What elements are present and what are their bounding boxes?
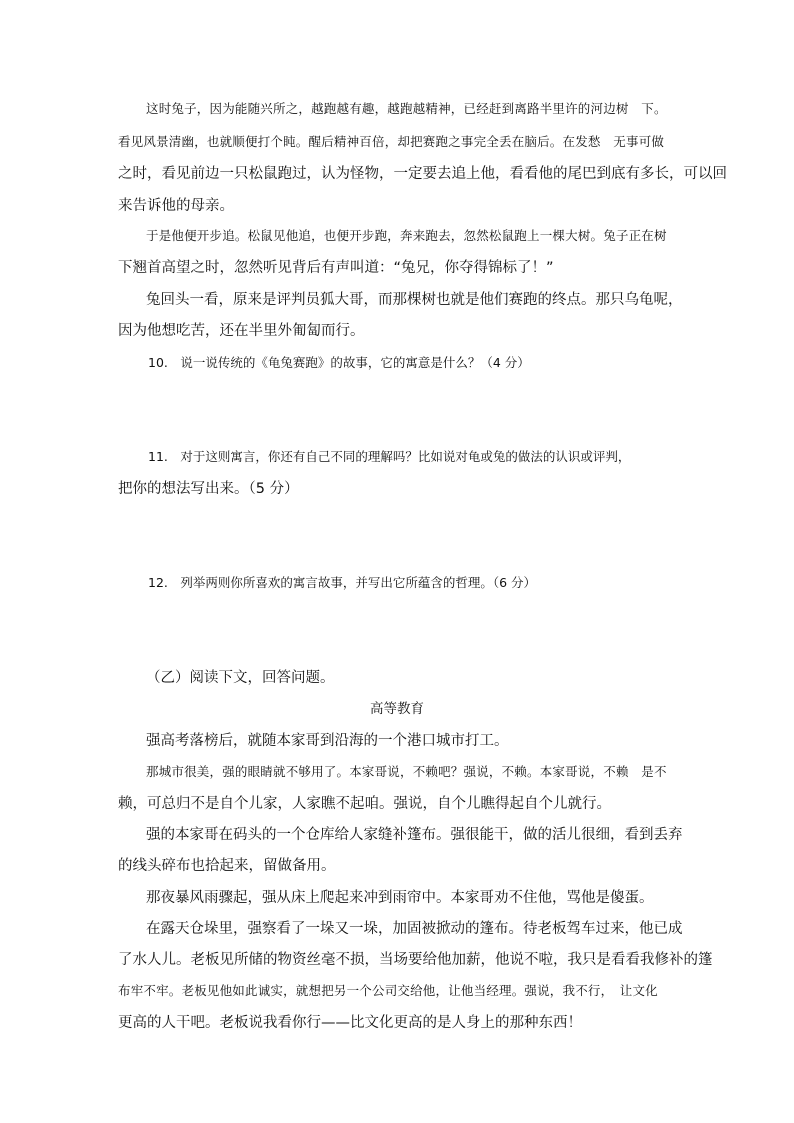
story-line-2: 那城市很美，强的眼睛就不够用了。本家哥说，不赖吧？强说，不赖。本家哥说，不赖 是不 [146, 764, 667, 779]
passage-a-line-7: 兔回头一看，原来是评判员狐大哥，而那棵树也就是他们赛跑的终点。那只乌龟呢， [146, 292, 683, 308]
question-10: 10. 说一说传统的《龟兔赛跑》的故事，它的寓意是什么？（4 分） [148, 355, 530, 370]
passage-a-line-6: 下翘首高望之时，忽然听见背后有声叫道：“兔兄，你夺得锦标了！” [118, 260, 554, 276]
question-11-line-1: 11. 对于这则寓言，你还有自己不同的理解吗？比如说对龟或兔的做法的认识或评判， [148, 449, 631, 464]
passage-a-line-2: 看见风景清幽，也就顺便打个盹。醒后精神百倍，却把赛跑之事完全丢在脑后。在发愁 无事可做 [118, 134, 665, 149]
passage-a-line-4: 来告诉他的母亲。 [118, 198, 234, 214]
passage-a-line-5: 于是他便开步追。松鼠见他追，也便开步跑，奔来跑去，忽然松鼠跑上一棵大树。兔子正在树 [146, 228, 667, 243]
passage-a-line-1: 这时兔子，因为能随兴所之，越跑越有趣，越跑越精神，已经赶到离路半里许的河边树 下。 [146, 101, 667, 116]
section-b-heading: （乙）阅读下文，回答问题。 [146, 670, 335, 686]
story-line-4: 强的本家哥在码头的一个仓库给人家缝补篷布。强很能干，做的活儿很细，看到丢弃 [146, 827, 683, 843]
story-line-6: 那夜暴风雨骤起，强从床上爬起来冲到雨帘中。本家哥劝不住他，骂他是傻蛋。 [146, 890, 654, 906]
story-line-3: 赖，可总归不是自个儿家，人家瞧不起咱。强说，自个儿瞧得起自个儿就行。 [118, 796, 611, 812]
story-line-9: 布牢不牢。老板见他如此诚实，就想把另一个公司交给他，让他当经理。强说，我不行， 让文化 [118, 983, 658, 998]
passage-a-line-3: 之时，看见前边一只松鼠跑过，认为怪物，一定要去追上他，看看他的尾巴到底有多长，可以回 [118, 166, 727, 182]
question-12: 12. 列举两则你所喜欢的寓言故事，并写出它所蕴含的哲理。（6 分） [148, 575, 537, 590]
story-line-10: 更高的人干吧。老板说我看你行——比文化更高的是人身上的那种东西！ [118, 1015, 582, 1031]
passage-a-line-8: 因为他想吃苦，还在半里外匍匐而行。 [118, 323, 365, 339]
story-line-1: 强高考落榜后，就随本家哥到沿海的一个港口城市打工。 [146, 733, 509, 749]
question-11-line-2: 把你的想法写出来。（5 分） [118, 481, 299, 497]
story-title: 高等教育 [370, 701, 424, 717]
story-line-7: 在露天仓垛里，强察看了一垛又一垛，加固被掀动的篷布。待老板驾车过来，他已成 [146, 921, 683, 937]
story-line-5: 的线头碎布也拾起来，留做备用。 [118, 858, 336, 874]
story-line-8: 了水人儿。老板见所储的物资丝毫不损，当场要给他加薪，他说不啦，我只是看看我修补的篷 [118, 952, 713, 968]
